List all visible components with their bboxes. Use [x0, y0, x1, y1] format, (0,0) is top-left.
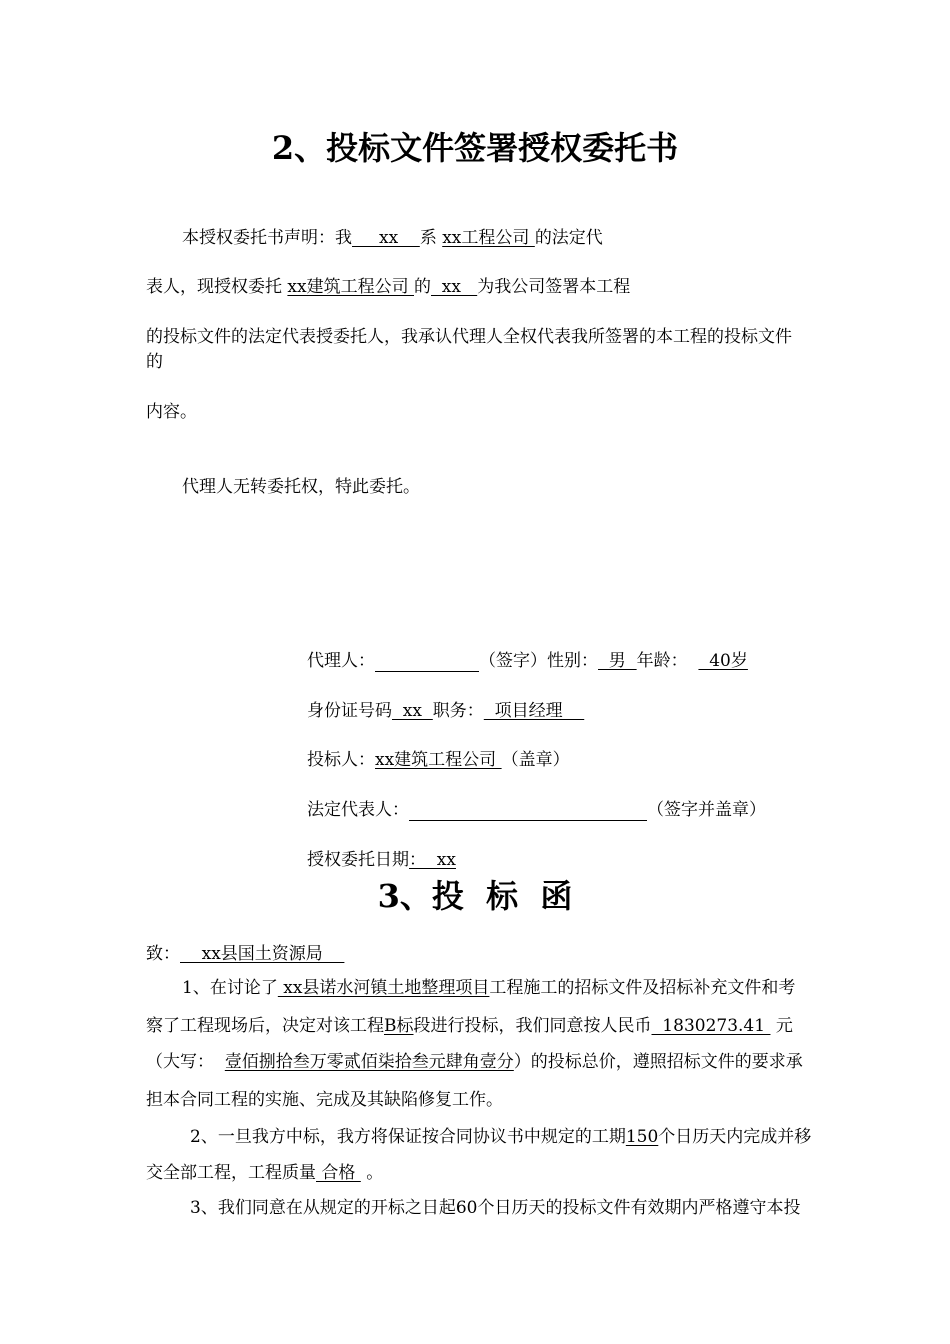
lot-value: B标 [384, 1016, 414, 1036]
id-value: xx [392, 701, 433, 721]
project-name: xx县诺水河镇土地整理项目 [277, 978, 490, 998]
age-label: 年龄： [636, 651, 688, 671]
declaration-text: 的 [414, 277, 431, 297]
bid-amount-chinese: 壹佰捌拾叁万零贰佰柒拾叁元肆角壹分 [224, 1052, 514, 1072]
age-value: 40岁 [698, 651, 748, 671]
bid-para-2-line-2 [146, 1162, 383, 1184]
declaration-text: 的法定代 [534, 228, 603, 248]
agent-signature-blank [375, 653, 479, 672]
bid-para-1-line-1 [182, 977, 795, 999]
bid-para-2-line-1 [190, 1126, 811, 1148]
id-label: 身份证号码 [307, 701, 392, 721]
declaration-text: 为我公司签署本工程 [477, 277, 631, 297]
bid-text: 元 [775, 1016, 793, 1036]
quality-value: 合格 [316, 1163, 361, 1183]
bid-para-1-line-2 [146, 1015, 793, 1037]
agent-label: 代理人： [307, 651, 375, 671]
bid-amount: 1830273.41 [651, 1016, 771, 1036]
bidder-label: 投标人： [307, 750, 375, 770]
seal-label: （盖章） [501, 750, 570, 770]
no-subdelegation-line: 代理人无转委托权，特此委托。 [182, 477, 420, 497]
post-label: 职务： [432, 701, 484, 721]
date-value: ： xx [409, 850, 456, 870]
legal-rep-line [307, 799, 766, 821]
declaration-line-1 [182, 227, 603, 249]
sign-seal-label: （签字并盖章） [647, 800, 766, 820]
section2-title: 2、投标文件签署授权委托书 [271, 129, 679, 167]
bid-text: 个日历天内完成并移 [658, 1127, 812, 1147]
date-line [307, 849, 456, 871]
bid-para-3-line-1: 3、我们同意在从规定的开标之日起60个日历天的投标文件有效期内严格遵守本投 [190, 1198, 801, 1218]
agent-line [307, 650, 748, 672]
bid-para-1-line-3 [146, 1051, 803, 1073]
duration-days: 150 [625, 1127, 659, 1147]
section3-title: 3、投 标 函 [377, 877, 573, 915]
bid-text: 工程施工的招标文件及招标补充文件和考 [489, 978, 796, 998]
company-name: xx工程公司 [442, 228, 535, 248]
bid-text: 察了工程现场后，决定对该工程 [146, 1016, 384, 1036]
sign-gender-label: （签字）性别： [479, 651, 598, 671]
recipient-label: 致： [146, 944, 180, 964]
bid-text: （大写： [146, 1052, 225, 1072]
agent-name: xx [431, 277, 478, 297]
gender-value: 男 [598, 651, 637, 671]
bid-text: 交全部工程，工程质量 [146, 1163, 316, 1183]
bid-text: ）的投标总价，遵照招标文件的要求承 [513, 1052, 803, 1072]
declaration-text: 表人，现授权委托 [146, 277, 288, 297]
bid-text: 段进行投标，我们同意按人民币 [413, 1016, 652, 1036]
legal-rep-label: 法定代表人： [307, 800, 409, 820]
bidder-value: xx建筑工程公司 [375, 750, 502, 770]
id-line [307, 700, 584, 722]
bid-text: 1、在讨论了 [182, 978, 278, 998]
recipient-line [146, 943, 344, 965]
declaration-line-4: 内容。 [146, 402, 197, 422]
post-value: 项目经理 [483, 701, 585, 721]
legal-rep-name: xx [352, 228, 420, 248]
recipient-value: xx县国土资源局 [180, 944, 345, 964]
declaration-line-3: 的投标文件的法定代表授委托人，我承认代理人全权代表我所签署的本工程的投标文件 [146, 327, 792, 347]
declaration-text: 本授权委托书声明：我 [182, 228, 352, 248]
bidder-line [307, 749, 570, 771]
bid-text: 。 [366, 1163, 384, 1183]
legal-rep-signature-blank [409, 802, 647, 821]
bid-text: 2、一旦我方中标，我方将保证按合同协议书中规定的工期 [190, 1127, 626, 1147]
declaration-text: 系 [419, 228, 443, 248]
date-label: 授权委托日期 [307, 850, 409, 870]
declaration-line-2 [146, 276, 630, 298]
contractor-name: xx建筑工程公司 [287, 277, 414, 297]
bid-para-1-line-4: 担本合同工程的实施、完成及其缺陷修复工作。 [146, 1090, 503, 1110]
declaration-line-3-wrap: 的 [146, 352, 163, 372]
